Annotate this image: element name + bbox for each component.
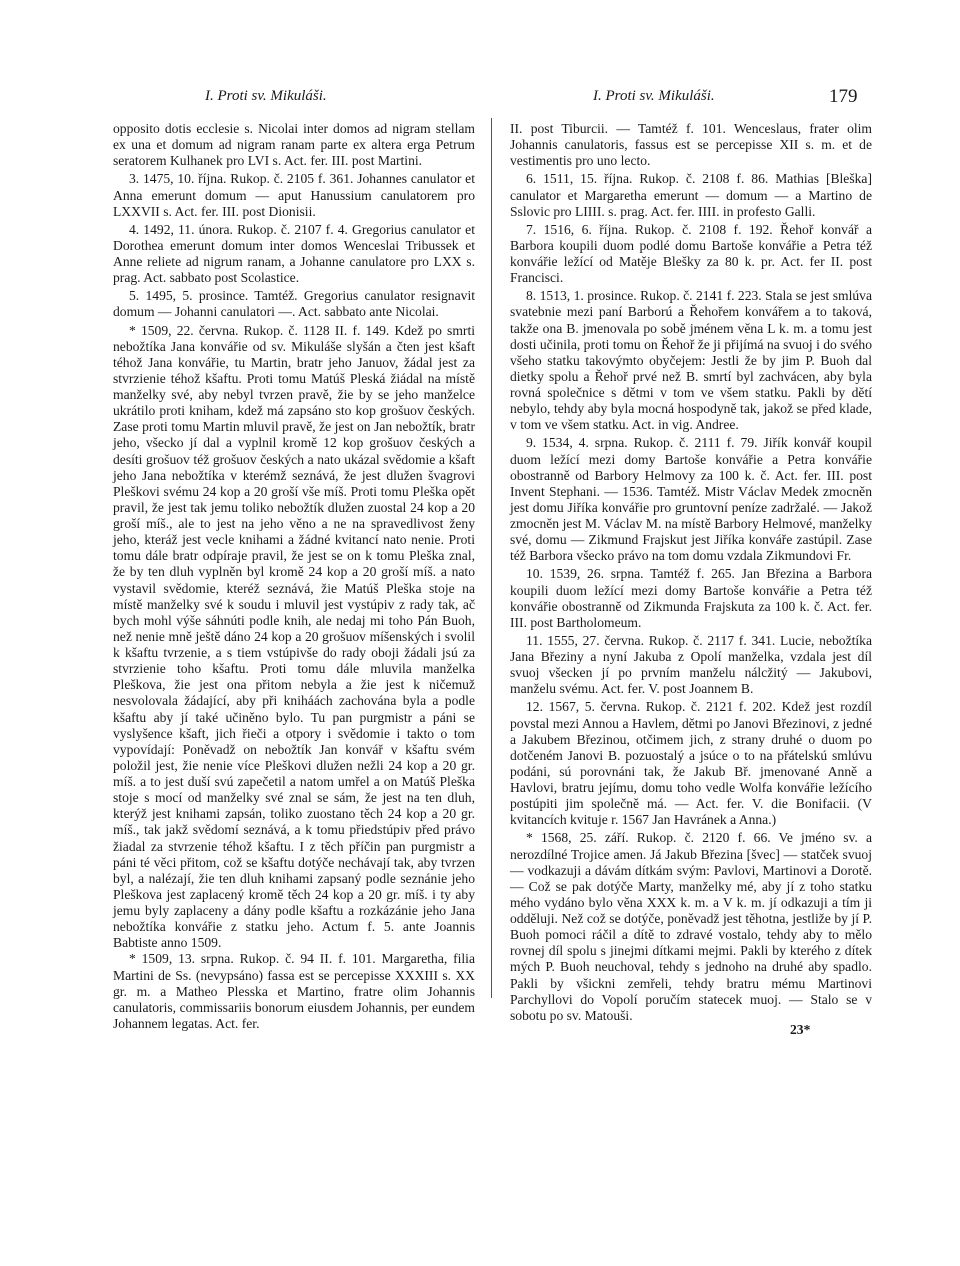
paragraph: * 1509, 22. června. Rukop. č. 1128 II. f. 149. Kdež po smrti nebožtíka Jana konvářie od sv. Mikuláše slyšán a čten jest kšaft téhož Jana konvářie, tu Martin, bratr jeho Januov, žádal jest za stvrzienie téhož kšaftu. Proti tomu Matúš Pleská žiádal na místě manželky své, aby nebyl tvrzen pravě, žie by se jeho manželce ukrátilo proti kniham, kdež má zapsáno sto kop grošuov českých. Zase proti tomu Martin mluvil pravě, že jest on Jan nebožtík, bratr jeho, všecko jí dal a vyplnil kromě 12 kop grošuov českých a desíti grošuov též grošuov českých a nato ukázal svědomie a kšaft jeho Jana nebožtíka v kterémž seznává, že jest dlužen švagrovi Pleškovi svému 24 kop a 20 groší vše míš. Proti tomu Pleška opět pravil, že jest tak jemu toliko nebožtík dlužen zuostal 24 kop a 20 groší míš., ale to jest na jeho věno a ne na spravedlivost ženy jeho, kteráž jest vecle knihami a žádné kvitancí nato nenie. Proti tomu dále bratr odpíraje pravil, že jest se on k tomu Pleška znal, že by ten dluh vyplněn byl kromě 24 kop a 20 groší míš. a nato vystavil svědomie, kteréž seznává, žie Matúš Pleška stoje na místě manželky své k soudu i mluvil jest vystúpiv z rady tak, ač bych mohl výše sáhnúti podle knih, ale nedaj mi toho Pán Buoh, než nenie mně ještě dáno 24 kop a 20 grošuov míšenských i svolil k kšaftu tvrzenie, a s tiem vstúpivše do rady oboji žádali jsú za stvrzienie toho kšaftu. Proti tomu dále mluvila manželka Pleškova, žie jest ona přitom nebyla a žie jest k ničemuž nesvolovala žádající, aby při kniháách zachována byla a podle kšaftu aby jí také učiněno bylo. Tu pan purgmistr a páni se vyslyšence kšaft, jich řieči a otpory i svědomie i takto o tom vypovídají: Poněvadž on nebožtík Jan konvář v kšaftu svém položil jest, žie nenie více Pleškovi dlužen nežli 24 kop a 20 gr. míš. a to jest duší svú zapečetil a natom umřel a on Matúš Pleška stoje s mocí od manželky své znal se sám, že jest na ten dluh, kterýž jest knihami zapsán, toliko zuostano těch 24 kop a 20 gr. míš., tak jakž svědomí seznává, a k tomu přiedstúpiv před právo žiadal za stvrzenie téhož kšaftu. I z těch příčin pan purgmistr a páni té věci přitom, což se kšaftu dotýče nechávají tak, aby tvrzen byl, a nalézají, žie ten dluh knihami zapsaný podle seznánie jeho Pleškova jest zaplacený kromě těch 24 kop a 20 gr. míš. i ty aby jemu byly zaplaceny a dány podle kšaftu a rozkázánie jeho Jana nebožtíka konvářie z statku jeho. Actum f. 5. ante Joannis Babtiste anno 1509. [113, 322, 475, 951]
paragraph: 8. 1513, 1. prosince. Rukop. č. 2141 f. 223. Stala se jest smlúva svatebnie mezi paní Barború a Řehořem konvářem a to taková, takže ona B. jmenovala po sobě jménem věna L k. m. a tomu jest dosti učinila, proti tomu on Řehoř že ji přijímá na svuoj i do svého všeho statku takovýmto obyčejem: Jestli že by jim P. Buoh dal dietky spolu a Řehoř prvé než B. smrtí byl zachvácen, aby byla rovná společnice s dětmi v tom ve všem statku. Pakli by dětí nebylo, tehdy aby byla mocná hospodyně tak, jakož se před klade, v tom ve všem statku. Act. in vig. Andree. [510, 288, 872, 433]
paragraph: 5. 1495, 5. prosince. Tamtéž. Gregorius canulator resignavit domum — Johanni canulatori —. Act. sabbato ante Nicolai. [113, 288, 475, 320]
page-number: 179 [829, 86, 858, 107]
paragraph: 4. 1492, 11. února. Rukop. č. 2107 f. 4. Gregorius canulator et Dorothea emerunt domum inter domos Wenceslai Tribussek et Anne reliete ad nigrum ranam, a Johanne canulatore pro LXX s. prag. Act. sabbato post Scolastice. [113, 221, 475, 286]
column-divider [491, 118, 492, 998]
paragraph: * 1509, 13. srpna. Rukop. č. 94 II. f. 101. Margaretha, filia Martini de Ss. (nevypsáno) fassa est se percepisse XXXIII s. XX gr. m. a Matheo Plesska et Martino, fratre olim Johannis canulatoris, commissariis bonorum eiusdem Johannis, per eundem Johannem legatas. Act. fer. [113, 951, 475, 1031]
paragraph: 3. 1475, 10. října. Rukop. č. 2105 f. 361. Johannes canulator et Anna emerunt domum — aput Hanussium canulatorem pro LXXVII s. Act. fer. III. post Dionisii. [113, 171, 475, 219]
right-column [510, 121, 872, 1024]
paragraph: * 1568, 25. září. Rukop. č. 2120 f. 66. Ve jméno sv. a nerozdílné Trojice amen. Já Jakub Březina [švec] — statček svuoj — vodkazuji a dávám dítkám svým: Pavlovi, Martinovi a Dorotě. — Což se pak dotýče Marty, manželky mé, aby jí z toho statku mého vydáno bylo věna XXX k. m. a V k. m. jí odkazuji a tím ji odděluji. Než což se dotýče, poněvadž jest těhotna, jestliže by jí P. Buoh pomoci ráčil a dítě to zdravé vostalo, tehdy aby to mělo rovnej díl spolu s jinejmi dítkami mejmi. Pakli by kterého z dítek mých P. Buoh neuchoval, tehdy s jednoho na druhé aby spadlo. Pakli by všickni zemřeli, tehdy bratru mému Martinovi Parchyllovi do Vopolí poručím statecek muoj. — Stalo se v sobotu po sv. Matouši. [510, 830, 872, 1023]
paragraph: 10. 1539, 26. srpna. Tamtéž f. 265. Jan Březina a Barbora koupili duom ležící mezi domy Bartoše konvářie a Petra též konvářie obostranně od Zikmunda Frajskuta za 100 k. č. Act. fer. III. post Bartholomeum. [510, 566, 872, 630]
paragraph: opposito dotis ecclesie s. Nicolai inter domos ad nigram stellam ex una et domum ad nigram ranam parte ex altera erga Petrum seratorem Kulhanek pro LVI s. Act. fer. III. post Martini. [113, 121, 475, 169]
paragraph: 9. 1534, 4. srpna. Rukop. č. 2111 f. 79. Jiřík konvář koupil duom ležící mezi domy Bartoše konvářie a Petra konvářie obostranně od Barbory Helmovy za 100 k. č. Act. fer. III. post Invent Stephani. — 1536. Tamtéž. Mistr Václav Medek zmocněn jest domu Jiříka konvářie pro gruntovní peníze zadržalé. — Jakož zmocněn jest M. Václav M. na místě Barbory Helmové, manželky své, domu — Zikmund Frajskut jest Jiříka konváře zastúpil. Zase též Barbora všecko právo na tom domu vzdala Zikmundovi Fr. [510, 435, 872, 564]
left-column [113, 121, 475, 1032]
paragraph: 7. 1516, 6. října. Rukop. č. 2108 f. 192. Řehoř konvář a Barbora koupili duom podlé domu Bartoše konvářie a Petra též konvářie ležící od Matěje Blešky za 80 k. pr. Act. fer II. post Francisci. [510, 221, 872, 286]
paragraph: 11. 1555, 27. června. Rukop. č. 2117 f. 341. Lucie, nebožtíka Jana Březiny a nyní Jakuba z Opolí manželka, vzdala jest díl svuoj všecken jí po prvním manželu nálcžitý — Jakubovi, manželu svému. Act. fer. V. post Joannem B. [510, 632, 872, 697]
running-header-left: I. Proti sv. Mikuláši. [205, 88, 327, 104]
paragraph: 12. 1567, 5. června. Rukop. č. 2121 f. 202. Kdež jest rozdíl povstal mezi Annou a Havlem, dětmi po Janovi Březinovi, z jedné a Jakubem Březinou, otčimem jich, z strany druhé o duom po dotčeném Janovi B. pozuostalý a jsúce o to na přátelskú smlúvu podáni, sú porovnáni tak, že Jakub Bř. jmenované Anně a Havlovi, bratru jejímu, domu toho vedle Wolfa konvářie ležícího postúpiti jim společně má. — Act. fer. V. die Bonifacii. (V kvitancích kvituje r. 1567 Jan Havránek a Anna.) [510, 699, 872, 828]
paragraph: 6. 1511, 15. října. Rukop. č. 2108 f. 86. Mathias [Bleška] canulator et Margaretha emerunt — domum — a Martino de Sslovic pro LIIII. s. prag. Act. fer. IIII. in profesto Galli. [510, 171, 872, 219]
running-header-right: I. Proti sv. Mikuláši. [593, 88, 715, 104]
signature-mark: 23* [790, 1022, 811, 1037]
paragraph: II. post Tiburcii. — Tamtéž f. 101. Wenceslaus, frater olim Johannis canulatoris, fassus est se percepisse XII s. m. et de vestimentis pro uno lecto. [510, 121, 872, 169]
